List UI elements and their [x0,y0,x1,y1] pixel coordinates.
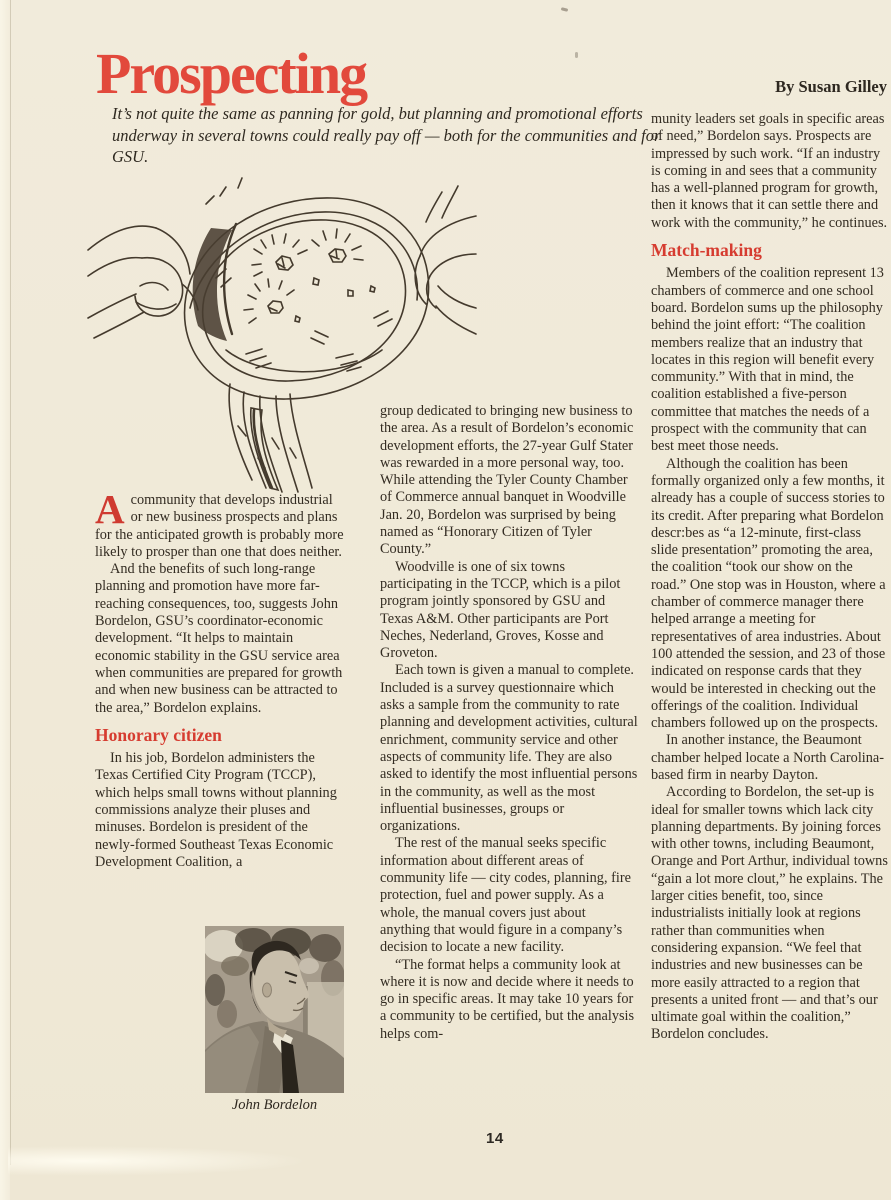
paragraph: group dedicated to bringing new business to the area. As a result of Bordelon’s economic development efforts, the 27-year Gulf Stater was rewarded in a more personal way, too. While attending the Tyler County Chamber of Commerce annual banquet in Woodville Jan. 20, Bordelon was surprised by being named as “Honorary Citizen of Tyler County.” [380,403,634,558]
portrait-image [205,926,344,1093]
paragraph: Members of the coalition represent 13 chambers of commerce and one school board. Bordelon sums up the philosophy behind the joint effort: “The coalition members realize that an industry that locates in this region will benefit every community.” With that in mind, the coalition established a five-person committee that matches the needs of a prospect with the community that can best meet those needs. [651,265,884,455]
drop-cap: A [95,486,125,532]
column-middle [380,403,638,1043]
paragraph: In his job, Bordelon administers the Texas Certified City Program (TCCP), which helps small towns without planning commissions analyze their pluses and minuses. Bordelon is president of the newly-formed Southeast Texas Economic Development Coalition, a [95,750,337,870]
paragraph-text: community that develops industrial or new business prospects and plans for the anticipated growth is probably more likely to prosper than one that does neither. [95,492,344,560]
standfirst: It’s not quite the same as panning for gold, but planning and promotional efforts underway in several towns could really pay off — both for the communities and for GSU. [112,104,661,166]
scan-left-edge [0,0,10,1200]
paragraph: And the benefits of such long-range planning and promotion have more far-reaching consequences, too, suggests John Bordelon, GSU’s coordinator-economic development. “It helps to maintain economic stability in the GSU service area when communities are prepared for growth and when new business can be attracted to the area,” Bordelon explains. [95,561,343,716]
article-title: Prospecting [96,41,367,106]
column-left [95,486,347,871]
paragraph: The rest of the manual seeks specific information about different areas of community life — city codes, planning, fire protection, fuel and power supply. As a whole, the manual covers just about anything that would figure in a company’s decision to locate a new facility. [380,835,631,956]
scan-crease-line [10,0,11,1165]
paragraph: According to Bordelon, the set-up is ideal for smaller towns which lack city planning departments. By joining forces with other towns, including Beaumont, Orange and Port Arthur, individual towns “gain a lot more clout,” he explains. The larger cities benefit, too, since industrialists initially look at regions rather than communities when considering expansion. “We feel that industries and new businesses can be more easily attracted to a region that presents a united front — and that’s our ultimate goal within the coalition,” Bordelon concludes. [651,784,888,1043]
page-number: 14 [486,1130,504,1147]
paragraph: Each town is given a manual to complete. Included is a survey questionnaire which asks a sample from the community to rate planning and development activities, cultural enrichment, community service and other aspects of community life. They are also asked to identify the most influential persons in the community, as well as the most influential businesses, groups or organizations. [380,662,638,835]
scan-speck [575,52,578,58]
paragraph [95,486,347,561]
subhead-honorary-citizen: Honorary citizen [95,724,222,745]
photo-caption: John Bordelon [231,1097,318,1113]
john-bordelon-photo [205,926,344,1114]
byline: By Susan Gilley [775,77,887,96]
paragraph: “The format helps a community look at where it is now and decide where it needs to go in specific areas. It may take 10 years for a community to be certified, but the analysis helps com- [380,956,635,1042]
column-right [651,111,888,1044]
paragraph: munity leaders set goals in specific areas of need,” Bordelon says. Prospects are impressed by such work. “If an industry is coming in and sees that a community has a well-planned program for growth, then it knows that it can settle there and work with the community,” he continues. [651,111,888,231]
paragraph: In another instance, the Beaumont chamber helped locate a North Carolina-based firm in nearby Dayton. [651,732,885,783]
paragraph: Although the coalition has been formally organized only a few months, it already has a couple of success stories to its credit. After preparing what Bordelon descr:bes as “a 12-minute, first-class slide presentation” promoting the area, the coalition “took our show on the road.” One stop was in Houston, where a chamber of commerce manager there helped arrange a meeting for representatives of area industries. About 100 attended the session, and 23 of those indicated on response cards that they would be interested in checking out the offerings of the coalition. Individual chambers followed up on the prospects. [651,455,886,732]
scan-smudge [8,1146,308,1176]
paragraph: Woodville is one of six towns participating in the TCCP, which is a pilot program jointly sponsored by GSU and Texas A&M. Other participants are Port Neches, Nederland, Groves, Kosse and Groveton. [380,558,621,662]
subhead-match-making: Match-making [651,240,762,261]
scan-speck [561,7,569,12]
